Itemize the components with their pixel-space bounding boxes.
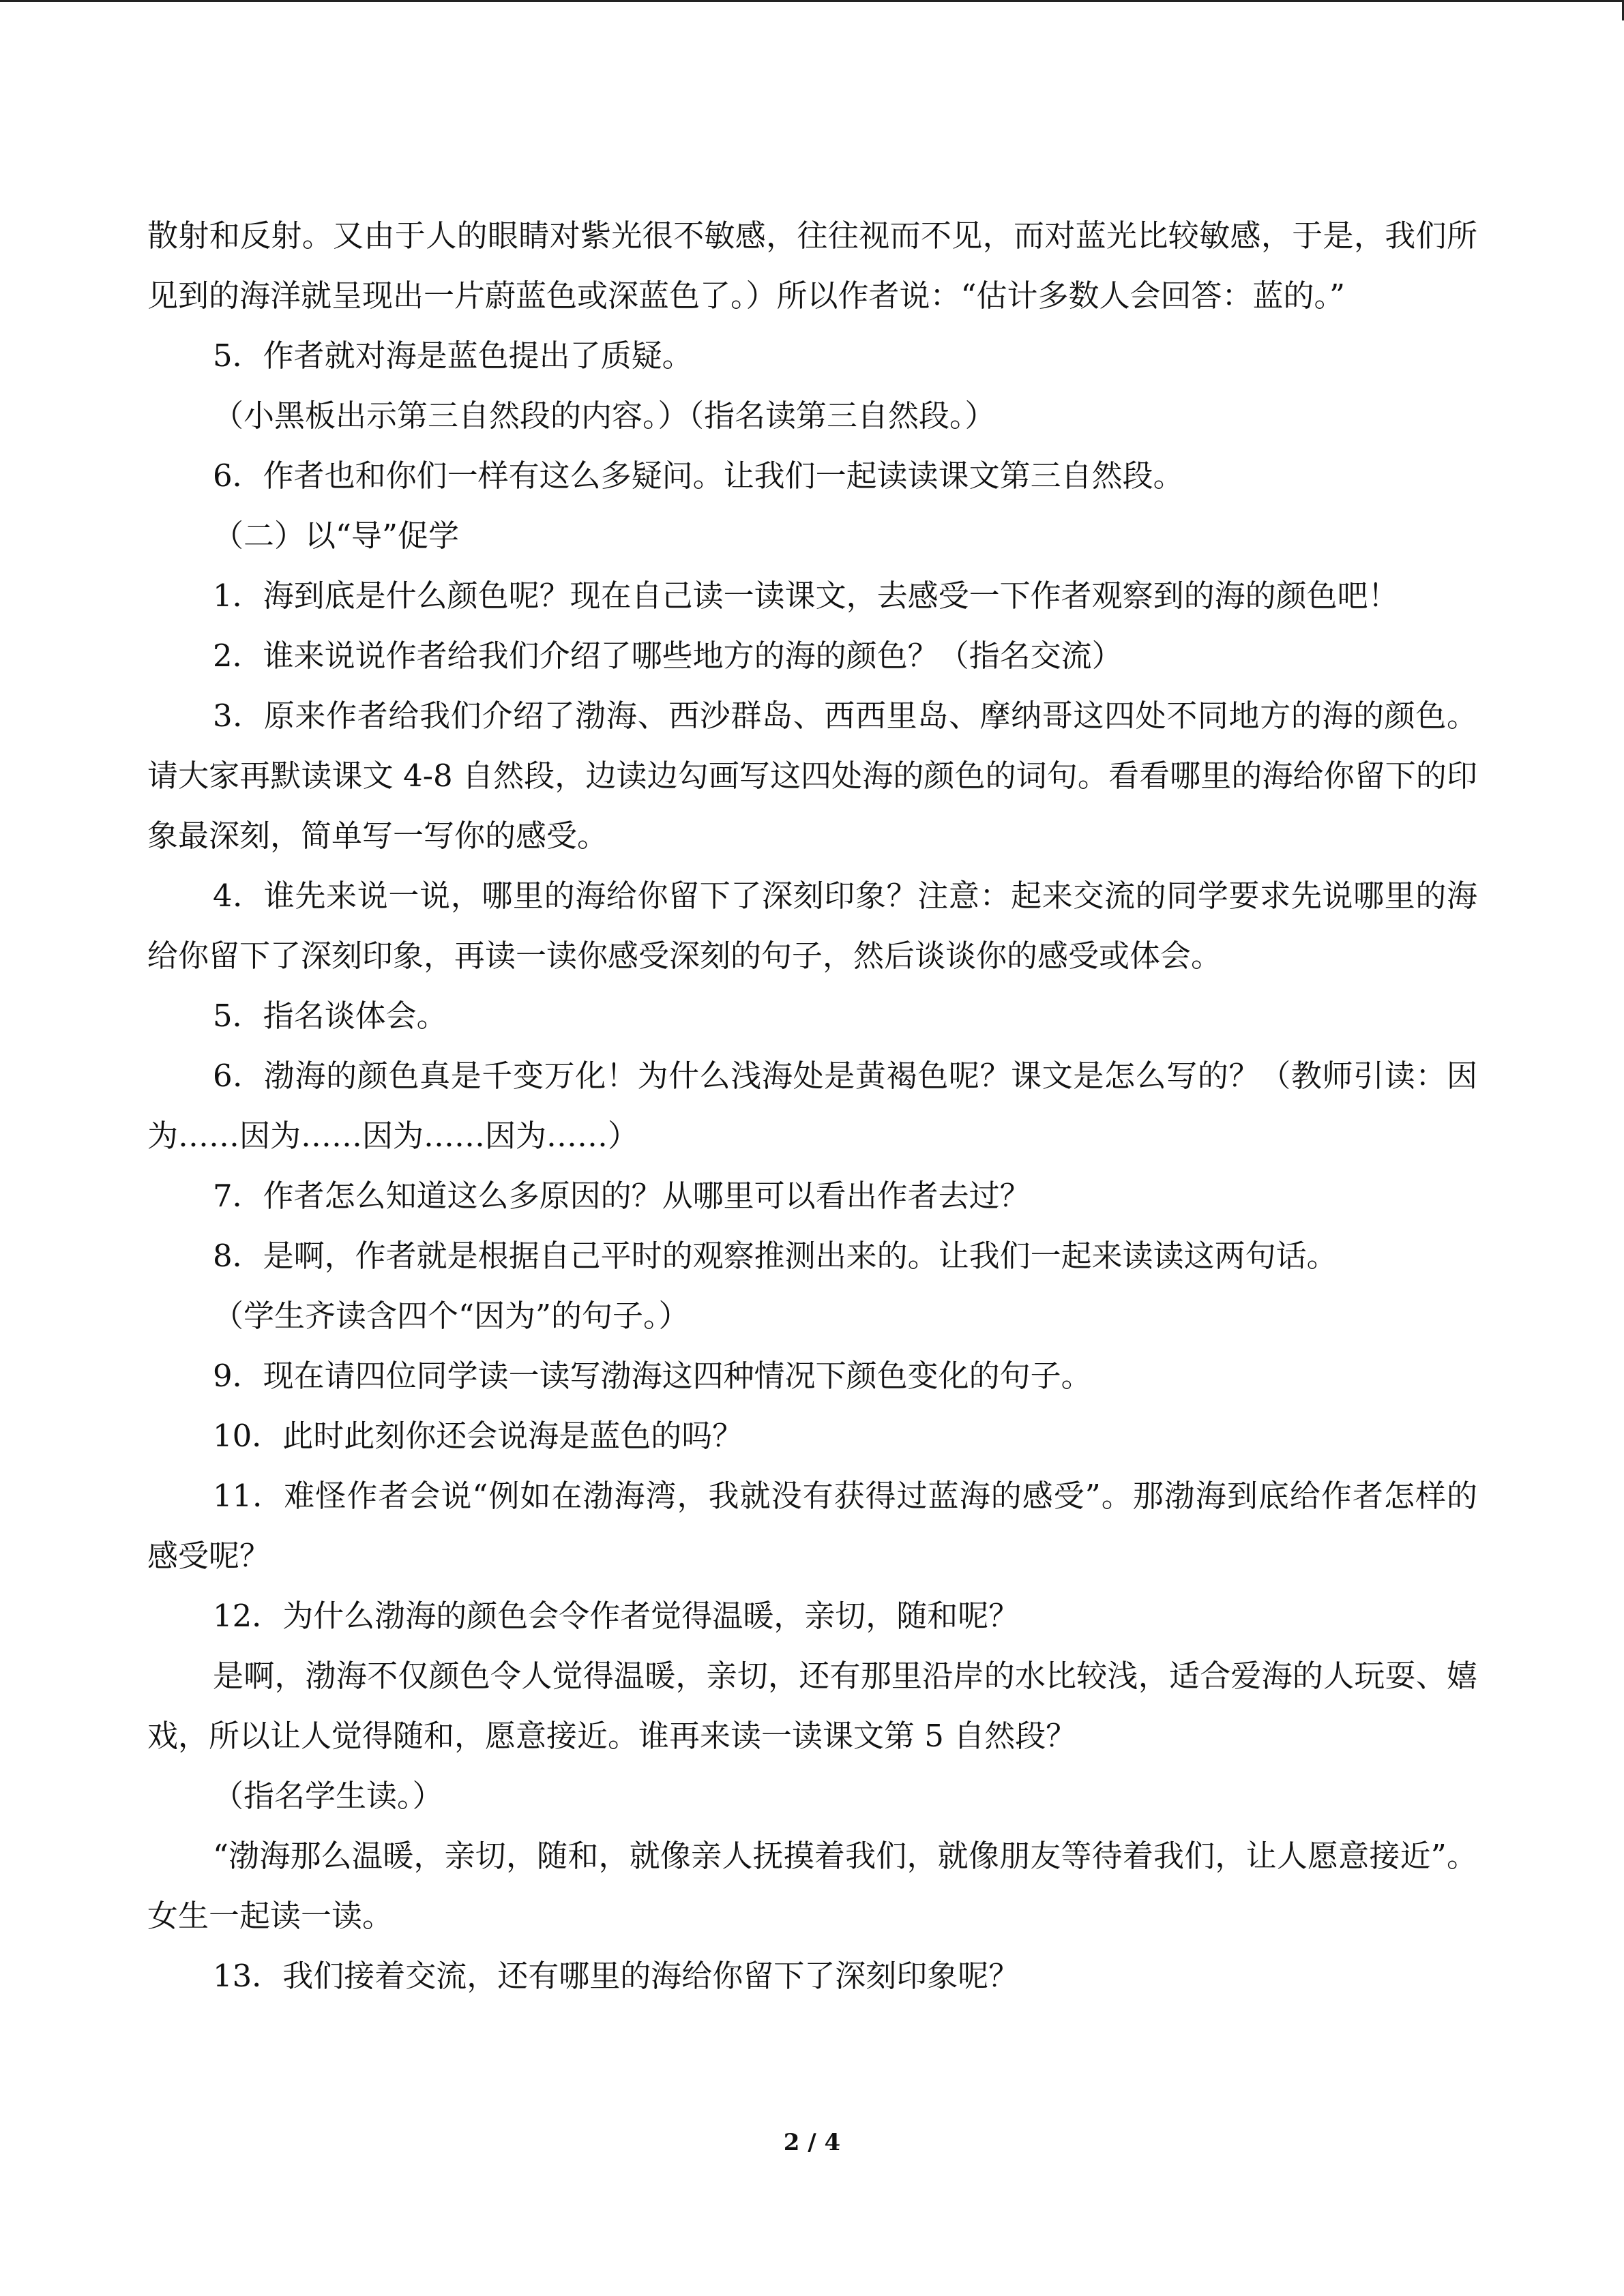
paragraph-4: 6．作者也和你们一样有这么多疑问。让我们一起读读课文第三自然段。 xyxy=(213,458,1184,494)
paragraph-19: 是啊，渤海不仅颜色令人觉得温暖，亲切，还有那里沿岸的水比较浅，适合爱海的人玩耍、嬉戏，所以让人觉得随和，愿意接近。谁再来读一读课文第 5 自然段？ xyxy=(147,1658,1477,1754)
paragraph-13: 8．是啊，作者就是根据自己平时的观察推测出来的。让我们一起来读读这两句话。 xyxy=(213,1238,1338,1274)
paragraph-11: 6．渤海的颜色真是千变万化！为什么浅海处是黄褐色呢？课文是怎么写的？（教师引读：因为……因为……因为……因为……） xyxy=(147,1058,1477,1154)
paragraph-14: （学生齐读含四个“因为”的句子。） xyxy=(213,1298,690,1334)
paragraph-15: 9．现在请四位同学读一读写渤海这四种情况下颜色变化的句子。 xyxy=(213,1358,1092,1394)
paragraph-9: 4．谁先来说一说，哪里的海给你留下了深刻印象？注意：起来交流的同学要求先说哪里的海给你留下了深刻印象，再读一读你感受深刻的句子，然后谈谈你的感受或体会。 xyxy=(147,878,1477,974)
paragraph-10: 5．指名谈体会。 xyxy=(213,998,447,1034)
page-number: 2 / 4 xyxy=(783,2129,841,2156)
paragraph-6: 1．海到底是什么颜色呢？现在自己读一读课文，去感受一下作者观察到的海的颜色吧！ xyxy=(213,578,1399,614)
paragraph-16: 10．此时此刻你还会说海是蓝色的吗？ xyxy=(213,1418,743,1454)
paragraph-21: “渤海那么温暖，亲切，随和，就像亲人抚摸着我们，就像朋友等待着我们，让人愿意接近”。女生一起读一读。 xyxy=(147,1838,1477,1934)
paragraph-17: 11．难怪作者会说“例如在渤海湾，我就没有获得过蓝海的感受”。那渤海到底给作者怎样的感受呢？ xyxy=(147,1478,1477,1574)
document-body xyxy=(147,206,1477,2006)
paragraph-12: 7．作者怎么知道这么多原因的？从哪里可以看出作者去过？ xyxy=(213,1178,1031,1214)
paragraph-18: 12．为什么渤海的颜色会令作者觉得温暖，亲切，随和呢？ xyxy=(213,1598,1020,1634)
paragraph-22: 13．我们接着交流，还有哪里的海给你留下了深刻印象呢？ xyxy=(213,1958,1020,1994)
section-heading: （二）以“导”促学 xyxy=(213,518,460,554)
paragraph-2: 5．作者就对海是蓝色提出了质疑。 xyxy=(213,338,693,374)
paragraph-20: （指名学生读。） xyxy=(213,1778,443,1814)
paragraph-8: 3．原来作者给我们介绍了渤海、西沙群岛、西西里岛、摩纳哥这四处不同地方的海的颜色。请大家再默读课文 4-8 自然段，边读边勾画写这四处海的颜色的词句。看看哪里的海给你留下的印象最深刻，简单写一写你的感受。 xyxy=(147,698,1477,854)
paragraph-1: 散射和反射。又由于人的眼睛对紫光很不敏感，往往视而不见，而对蓝光比较敏感，于是，我们所见到的海洋就呈现出一片蔚蓝色或深蓝色了。）所以作者说：“估计多数人会回答：蓝的。” xyxy=(147,218,1477,314)
paragraph-3: （小黑板出示第三自然段的内容。）（指名读第三自然段。） xyxy=(213,398,996,434)
paragraph-7: 2．谁来说说作者给我们介绍了哪些地方的海的颜色？（指名交流） xyxy=(213,638,1123,674)
top-border-line xyxy=(0,0,1624,2)
